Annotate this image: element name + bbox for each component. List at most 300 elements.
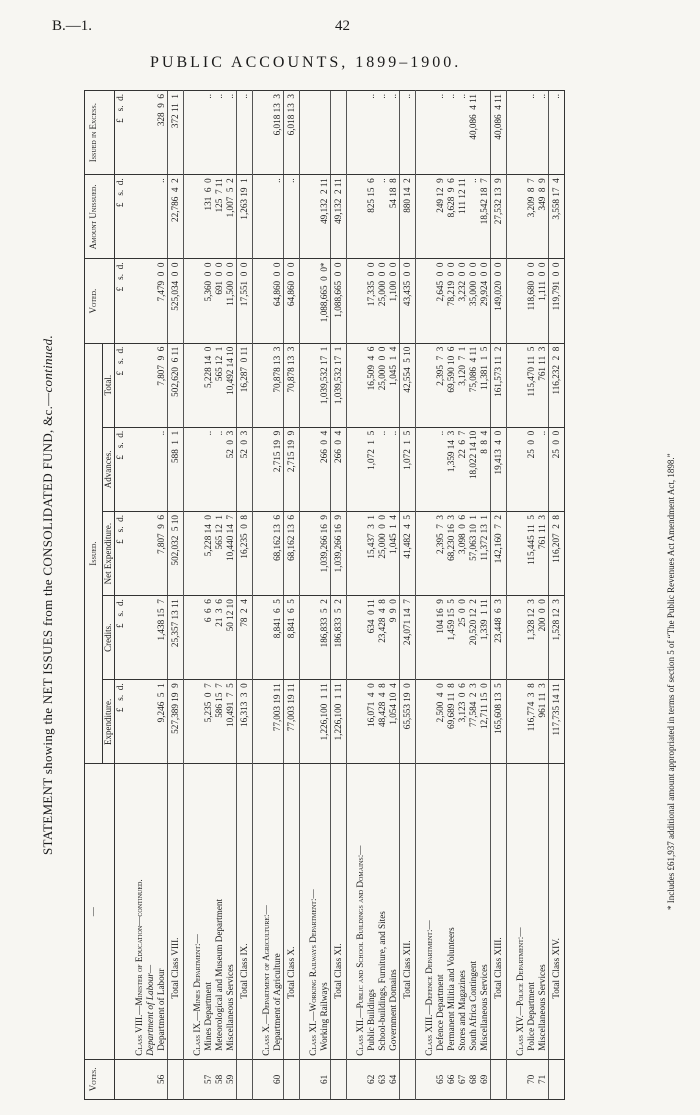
vote-number: [424, 1059, 435, 1099]
amount-cr: 25 0 0: [457, 596, 468, 680]
amount-net: [134, 511, 145, 595]
amount-tot: 116,232 2 8: [549, 343, 565, 427]
amount-exp: 165,608 13 5: [491, 680, 507, 764]
vote-number: 57: [203, 1059, 214, 1099]
class-heading-row: [355, 91, 366, 1100]
amount-un: ..: [284, 175, 300, 259]
spacer-cell: [300, 343, 309, 427]
amount-tot: 11,381 1 5: [479, 343, 491, 427]
row-description: Department of Labour: [156, 764, 168, 1059]
amount-ex: ..: [203, 91, 214, 175]
amount-un: 1,263 19 1: [237, 175, 253, 259]
amount-cr: 78 2 4: [237, 596, 253, 680]
spacer-cell: [347, 596, 356, 680]
amount-tot: [515, 343, 526, 427]
spacer-cell: [184, 680, 193, 764]
amount-cr: [192, 596, 203, 680]
total-header: Total.: [103, 343, 115, 427]
amount-net: 116,207 2 8: [549, 511, 565, 595]
amount-adv: 22 6 7: [457, 427, 468, 511]
currency-units: £ s. d.: [115, 259, 127, 343]
spacer-cell: [347, 1059, 356, 1099]
vote-number: 69: [479, 1059, 491, 1099]
row-description: Class VIII.—Minister of Education—continued.: [134, 764, 145, 1059]
total-row: [284, 91, 300, 1100]
amount-ex: ..: [537, 91, 549, 175]
units-spacer: [115, 764, 127, 1059]
amount-cr: [134, 596, 145, 680]
amount-voted: 64,860 0 0: [272, 259, 284, 343]
spacer-cell: [416, 175, 425, 259]
amount-tot: 16,509 4 6: [366, 343, 377, 427]
amount-cr: 1,438 15 7: [156, 596, 168, 680]
amount-un: 27,532 13 9: [491, 175, 507, 259]
amount-adv: 266 0 4: [319, 427, 331, 511]
row-description: Total Class XI.: [331, 764, 347, 1059]
amount-un: ..: [156, 175, 168, 259]
amount-voted: 1,111 0 0: [537, 259, 549, 343]
amount-un: 49,132 2 11: [331, 175, 347, 259]
amount-voted: 2,645 0 0: [435, 259, 446, 343]
amount-voted: [192, 259, 203, 343]
vote-number: [192, 1059, 203, 1099]
amount-un: ..: [468, 175, 479, 259]
spacer-cell: [507, 511, 516, 595]
amount-exp: 10,491 7 5: [225, 680, 237, 764]
amount-adv: 8 8 4: [479, 427, 491, 511]
vote-number: 58: [214, 1059, 225, 1099]
amount-tot: [261, 343, 272, 427]
vote-number: [491, 1059, 507, 1099]
amount-net: 68,162 13 6: [272, 511, 284, 595]
amount-cr: 23,448 6 3: [491, 596, 507, 680]
amount-exp: [261, 680, 272, 764]
voted-header: Voted.: [85, 259, 115, 343]
amount-voted: 5,360 0 0: [203, 259, 214, 343]
amount-cr: 1,528 12 3: [549, 596, 565, 680]
amount-adv: 25 0 0: [526, 427, 537, 511]
spacer-cell: [507, 91, 516, 175]
total-row: [168, 91, 184, 1100]
amount-un: 131 6 0: [203, 175, 214, 259]
spacer-cell: [126, 175, 134, 259]
amount-tot: 16,287 0 11: [237, 343, 253, 427]
amount-tot: [192, 343, 203, 427]
amount-adv: [145, 427, 156, 511]
amount-exp: 5,235 0 7: [203, 680, 214, 764]
spacer-cell: [507, 427, 516, 511]
spacer-cell: [184, 343, 193, 427]
class-heading-row: [134, 91, 145, 1100]
amount-exp: 116,774 3 8: [526, 680, 537, 764]
amount-tot: [134, 343, 145, 427]
vote-row: [203, 91, 214, 1100]
total-row: [237, 91, 253, 1100]
units-row: [115, 91, 127, 1100]
spacer-cell: [347, 764, 356, 1059]
spacer-cell: [253, 91, 262, 175]
spacer-cell: [300, 680, 309, 764]
amount-cr: [261, 596, 272, 680]
amount-voted: 118,680 0 0: [526, 259, 537, 343]
spacer-cell: [347, 343, 356, 427]
amount-un: [192, 175, 203, 259]
description-header: —: [85, 764, 115, 1059]
amount-net: 68,230 16 3: [446, 511, 457, 595]
amount-exp: 1,226,100 1 11: [331, 680, 347, 764]
row-description: Permanent Militia and Volunteers: [446, 764, 457, 1059]
amount-ex: [331, 91, 347, 175]
vote-number: [400, 1059, 416, 1099]
row-description: Public Buildings: [366, 764, 377, 1059]
amount-ex: 6,018 13 3: [284, 91, 300, 175]
amount-voted: 525,034 0 0: [168, 259, 184, 343]
spacer-cell: [347, 91, 356, 175]
class-heading-row: [515, 91, 526, 1100]
amount-un: 3,209 8 7: [526, 175, 537, 259]
amount-un: [308, 175, 319, 259]
unissued-header: Amount Unissued.: [85, 175, 115, 259]
spacer-cell: [184, 91, 193, 175]
total-row: [331, 91, 347, 1100]
amount-net: 7,807 9 6: [156, 511, 168, 595]
row-description: Total Class VIII.: [168, 764, 184, 1059]
amount-cr: 8,841 6 5: [284, 596, 300, 680]
spacer-cell: [253, 1059, 262, 1099]
amount-exp: 117,735 14 11: [549, 680, 565, 764]
amount-ex: [308, 91, 319, 175]
amount-voted: 17,551 0 0: [237, 259, 253, 343]
amount-tot: 42,554 5 10: [400, 343, 416, 427]
spacer-cell: [253, 343, 262, 427]
vote-number: 70: [526, 1059, 537, 1099]
amount-exp: 77,003 19 11: [272, 680, 284, 764]
rotated-statement: [40, 90, 680, 1100]
amount-net: 5,228 14 0: [203, 511, 214, 595]
spacer-cell: [347, 175, 356, 259]
amount-voted: [145, 259, 156, 343]
vote-row: [366, 91, 377, 1100]
amount-exp: 3,123 0 6: [457, 680, 468, 764]
amount-un: 249 12 9: [435, 175, 446, 259]
spacer-cell: [300, 91, 309, 175]
amount-un: [424, 175, 435, 259]
amount-net: 25,000 0 0: [377, 511, 388, 595]
vote-number: 63: [377, 1059, 388, 1099]
spacer-cell: [253, 511, 262, 595]
amount-voted: 149,020 0 0: [491, 259, 507, 343]
amount-ex: [424, 91, 435, 175]
spacer-cell: [416, 680, 425, 764]
amount-net: 16,235 0 8: [237, 511, 253, 595]
vote-row: [319, 91, 331, 1100]
amount-adv: 588 1 1: [168, 427, 184, 511]
amount-ex: ..: [225, 91, 237, 175]
amount-adv: 19,413 4 0: [491, 427, 507, 511]
spacer-cell: [184, 427, 193, 511]
amount-cr: 1,339 1 11: [479, 596, 491, 680]
amount-tot: 5,228 14 0: [203, 343, 214, 427]
spacer-cell: [300, 764, 309, 1059]
vote-number: 65: [435, 1059, 446, 1099]
amount-cr: [515, 596, 526, 680]
spacer-cell: [507, 764, 516, 1059]
statement-title-main: STATEMENT showing the NET ISSUES from the CONSOLIDATED FUND, &c.—: [40, 392, 55, 856]
amount-tot: [145, 343, 156, 427]
spacer-row: [507, 91, 516, 1100]
row-description: Government Domains: [388, 764, 400, 1059]
currency-units: £ s. d.: [115, 427, 127, 511]
amount-voted: 78,219 0 0: [446, 259, 457, 343]
amount-ex: 328 9 6: [156, 91, 168, 175]
amount-adv: 1,072 1 5: [366, 427, 377, 511]
row-description: Department of Agriculture: [272, 764, 284, 1059]
amount-cr: 1,459 15 5: [446, 596, 457, 680]
amount-net: 57,063 10 1: [468, 511, 479, 595]
vote-number: [549, 1059, 565, 1099]
amount-ex: ..: [377, 91, 388, 175]
amount-cr: [424, 596, 435, 680]
amount-net: [145, 511, 156, 595]
amount-un: [145, 175, 156, 259]
vote-number: 59: [225, 1059, 237, 1099]
row-description: Class XIII.—Defence Department:—: [424, 764, 435, 1059]
vote-number: [134, 1059, 145, 1099]
amount-voted: 3,232 0 0: [457, 259, 468, 343]
amount-exp: 69,689 11 8: [446, 680, 457, 764]
amount-ex: ..: [400, 91, 416, 175]
currency-units: £ s. d.: [115, 343, 127, 427]
spacer-cell: [416, 259, 425, 343]
amount-voted: 1,088,665 0 0: [331, 259, 347, 343]
amount-un: 349 8 9: [537, 175, 549, 259]
amount-net: 11,372 13 1: [479, 511, 491, 595]
amount-un: 8,628 9 6: [446, 175, 457, 259]
total-row: [549, 91, 565, 1100]
expenditure-header: Expenditure.: [103, 680, 115, 764]
units-spacer: [115, 1059, 127, 1099]
page-number: 42: [335, 18, 350, 34]
vote-number: 67: [457, 1059, 468, 1099]
amount-net: [424, 511, 435, 595]
row-description: Total Class XIII.: [491, 764, 507, 1059]
spacer-cell: [300, 596, 309, 680]
amount-adv: ..: [156, 427, 168, 511]
amount-ex: 6,018 13 3: [272, 91, 284, 175]
vote-number: 62: [366, 1059, 377, 1099]
vote-row: [435, 91, 446, 1100]
spacer-cell: [416, 91, 425, 175]
row-description: Meteorological and Museum Department: [214, 764, 225, 1059]
amount-exp: [424, 680, 435, 764]
amount-net: 1,039,266 16 9: [319, 511, 331, 595]
amount-exp: 65,553 19 0: [400, 680, 416, 764]
amount-adv: ..: [377, 427, 388, 511]
amount-cr: 21 3 6: [214, 596, 225, 680]
accounts-body: [115, 91, 565, 1100]
spacer-cell: [253, 175, 262, 259]
amount-un: 125 7 11: [214, 175, 225, 259]
amount-un: 880 14 2: [400, 175, 416, 259]
spacer-cell: [347, 427, 356, 511]
spacer-row: [253, 91, 262, 1100]
spacer-cell: [416, 511, 425, 595]
amount-cr: 25,357 13 11: [168, 596, 184, 680]
spacer-cell: [253, 764, 262, 1059]
spacer-cell: [347, 680, 356, 764]
amount-ex: 372 11 1: [168, 91, 184, 175]
class-heading-row: [308, 91, 319, 1100]
spacer-row: [184, 91, 193, 1100]
spacer-cell: [416, 764, 425, 1059]
row-description: Class IX.—Mines Department:—: [192, 764, 203, 1059]
amount-ex: ..: [435, 91, 446, 175]
amount-ex: ..: [526, 91, 537, 175]
spacer-row: [347, 91, 356, 1100]
amount-tot: 565 12 1: [214, 343, 225, 427]
votes-header: Votes.: [85, 1059, 115, 1099]
amount-net: [192, 511, 203, 595]
amount-tot: 70,878 13 3: [272, 343, 284, 427]
amount-un: 49,132 2 11: [319, 175, 331, 259]
amount-voted: 64,860 0 0: [284, 259, 300, 343]
amount-cr: 20,520 12 2: [468, 596, 479, 680]
row-description: Mines Department: [203, 764, 214, 1059]
amount-exp: 961 11 3: [537, 680, 549, 764]
amount-adv: 52 0 3: [225, 427, 237, 511]
amount-un: 1,007 5 2: [225, 175, 237, 259]
vote-row: [537, 91, 549, 1100]
amount-tot: 7,807 9 6: [156, 343, 168, 427]
amount-ex: [192, 91, 203, 175]
vote-number: [284, 1059, 300, 1099]
spacer-cell: [253, 596, 262, 680]
vote-number: 64: [388, 1059, 400, 1099]
amount-exp: 9,246 5 1: [156, 680, 168, 764]
amount-tot: [355, 343, 366, 427]
amount-adv: 1,359 14 3: [446, 427, 457, 511]
vote-number: 66: [446, 1059, 457, 1099]
spacer-cell: [126, 1059, 134, 1099]
spacer-cell: [507, 596, 516, 680]
total-row: [400, 91, 416, 1100]
amount-adv: [308, 427, 319, 511]
amount-un: 22,786 4 2: [168, 175, 184, 259]
vote-row: [479, 91, 491, 1100]
currency-units: £ s. d.: [115, 596, 127, 680]
amount-adv: ..: [388, 427, 400, 511]
amount-ex: ..: [549, 91, 565, 175]
row-description: Class X.—Department of Agriculture:—: [261, 764, 272, 1059]
row-description: Stores and Magazines: [457, 764, 468, 1059]
row-description: Class XIV.—Police Department:—: [515, 764, 526, 1059]
amount-un: [261, 175, 272, 259]
amount-voted: [424, 259, 435, 343]
amount-exp: 48,428 4 8: [377, 680, 388, 764]
amount-exp: 586 15 7: [214, 680, 225, 764]
amount-adv: [515, 427, 526, 511]
amount-voted: 17,335 0 0: [366, 259, 377, 343]
spacer-cell: [300, 259, 309, 343]
amount-cr: 200 0 0: [537, 596, 549, 680]
amount-exp: 527,389 19 9: [168, 680, 184, 764]
spacer-cell: [347, 511, 356, 595]
class-heading-row: [192, 91, 203, 1100]
spacer-cell: [507, 175, 516, 259]
amount-un: [134, 175, 145, 259]
vote-number: [515, 1059, 526, 1099]
spacer-row: [416, 91, 425, 1100]
spacer-row: [126, 91, 134, 1100]
row-description: South Africa Contingent: [468, 764, 479, 1059]
amount-net: [261, 511, 272, 595]
spacer-cell: [184, 259, 193, 343]
amount-exp: 77,003 19 11: [284, 680, 300, 764]
amount-ex: [515, 91, 526, 175]
amount-ex: [319, 91, 331, 175]
spacer-cell: [126, 259, 134, 343]
amount-voted: 1,100 0 0: [388, 259, 400, 343]
spacer-cell: [507, 343, 516, 427]
vote-number: [145, 1059, 156, 1099]
amount-adv: ..: [435, 427, 446, 511]
amount-voted: 25,000 0 0: [377, 259, 388, 343]
vote-number: [331, 1059, 347, 1099]
row-description: Total Class IX.: [237, 764, 253, 1059]
spacer-cell: [507, 680, 516, 764]
amount-cr: [355, 596, 366, 680]
amount-net: [355, 511, 366, 595]
row-description: School-buildings, Furniture, and Sites: [377, 764, 388, 1059]
amount-net: 115,445 11 5: [526, 511, 537, 595]
amount-cr: 6 6 6: [203, 596, 214, 680]
amount-voted: [261, 259, 272, 343]
amount-net: 142,160 7 2: [491, 511, 507, 595]
amount-net: 10,440 14 7: [225, 511, 237, 595]
amount-un: 825 15 6: [366, 175, 377, 259]
amount-net: [515, 511, 526, 595]
spacer-cell: [126, 764, 134, 1059]
amount-un: ..: [377, 175, 388, 259]
statement-title-continued: continued.: [40, 335, 55, 393]
amount-voted: [308, 259, 319, 343]
row-description: Class XII.—Public and School Buildings and Domains:—: [355, 764, 366, 1059]
amount-cr: [308, 596, 319, 680]
amount-adv: [261, 427, 272, 511]
spacer-row: [300, 91, 309, 1100]
amount-un: 111 12 11: [457, 175, 468, 259]
amount-voted: 119,791 0 0: [549, 259, 565, 343]
vote-number: 71: [537, 1059, 549, 1099]
amount-adv: ..: [214, 427, 225, 511]
amount-exp: 16,313 3 0: [237, 680, 253, 764]
spacer-cell: [126, 343, 134, 427]
amount-net: 1,039,266 16 9: [331, 511, 347, 595]
amount-tot: 1,039,532 17 1: [319, 343, 331, 427]
amount-net: [308, 511, 319, 595]
vote-row: [457, 91, 468, 1100]
amount-adv: 52 0 3: [237, 427, 253, 511]
row-description: Defence Department: [435, 764, 446, 1059]
amount-un: [515, 175, 526, 259]
amount-cr: 186,833 5 2: [319, 596, 331, 680]
footnote: * Includes £61,937 additional amount appropriated in terms of section 5 of “The Public Revenues Act Amendment Act, 1898.”: [666, 453, 676, 910]
page-title: PUBLIC ACCOUNTS, 1899–1900.: [150, 54, 462, 71]
spacer-cell: [300, 1059, 309, 1099]
spacer-cell: [253, 427, 262, 511]
amount-voted: [134, 259, 145, 343]
spacer-cell: [507, 259, 516, 343]
